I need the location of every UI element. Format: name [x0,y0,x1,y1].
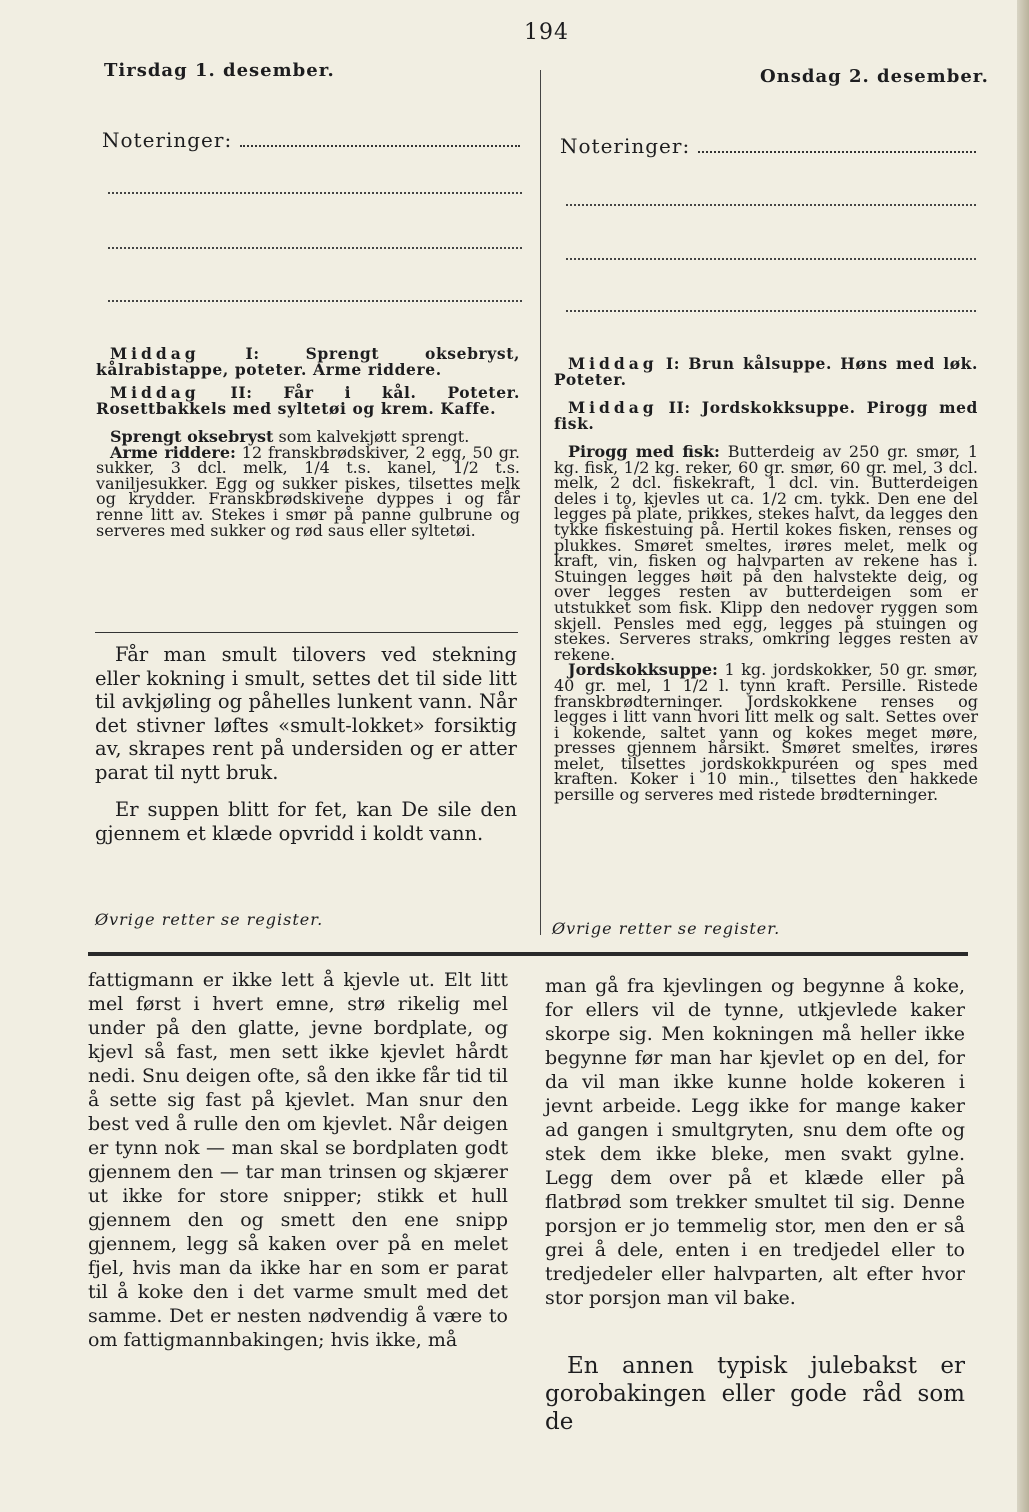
bottom-left-column [88,968,508,1352]
page-number: 194 [524,20,569,45]
section-divider [88,952,968,956]
left-recipe-2: Arme riddere: 12 franskbrødskiver, 2 egg, 50 gr. sukker, 3 dcl. melk, 1/4 t.s. kanel, 1/2 t.s. vaniljesukker. Egg og sukker piskes, tilsettes melk og krydder. Franskbrødskivene dyppes i og får renne litt av. Stekes i smør på panne gulbrune og serveres med sukker og rød saus eller syltetøi. [96,442,520,540]
left-notes-line-2 [108,247,522,249]
tip-soup: Er suppen blitt for fet, kan De sile den gjennem et klæde opvridd i koldt vann. [95,798,517,845]
right-notes-dotline [698,151,976,153]
tip-smult: Får man smult tilovers ved stekning eller kokning i smult, settes det til side litt til avkjøling og påhelles lunkent vann. Når det stivner løftes «smult-lokket» forsiktig av, skrapes rent på undersiden og er atter parat til nytt bruk. [95,643,517,784]
page-edge [1017,0,1029,1512]
left-notes-row [102,128,520,152]
left-menu [96,346,520,538]
left-other-dishes: Øvrige retter se register. [95,910,324,929]
left-notes-label: Noteringer: [102,128,233,152]
bottom-right-text: man gå fra kjevlingen og begynne å koke, for ellers vil de tynne, utkjevlede kaker skorpe sig. Men kokningen må heller ikke begynne før man har kjevlet op en del, for da vil man ikke kunne holde kokeren i jevnt arbeide. Legg ikke for mange kaker ad gangen i smultgryten, snu dem ofte og stek dem ikke bleke, men svakt gylne. Legg dem over på et klæde eller på flatbrød som trekker smultet til sig. Denne porsjon er jo temmelig stor, men den er så grei å dele, enten i en tredjedel eller to tredjedeler eller halvparten, alt efter hvor stor porsjon man vil bake. [545,975,965,1309]
left-middag-2: Middag II: Får i kål. Poteter. Rosettbakkels med syltetøi og krem. Kaffe. [96,383,520,418]
right-notes-line-1 [566,204,976,206]
right-menu [554,356,978,803]
right-notes-line-2 [566,258,976,260]
bottom-right-large-text: En annen typisk julebakst er gorobakingen eller gode råd som de [545,1353,965,1435]
right-day-heading: Onsdag 2. desember. [760,66,989,87]
left-day-heading: Tirsdag 1. desember. [104,60,335,81]
right-other-dishes: Øvrige retter se register. [552,919,781,938]
right-notes-label: Noteringer: [560,134,691,158]
right-notes-row [560,134,976,158]
left-recipe-1: Sprengt oksebryst som kalvekjøtt sprengt. [110,427,470,446]
left-notes-dotline [240,145,520,147]
right-recipe-2: Jordskokksuppe: 1 kg. jordskokker, 50 gr. smør, 40 gr. mel, 1 1/2 l. tynn kraft. Persille. Ristede franskbrødterninger. Jordskokkene renses og legges i litt vann hvori litt melk og salt. Settes over i kokende, saltet vann og kokes meget møre, presses gjennem hårsikt. Smøret smeltes, irøres melet, tilsettes jordskokkpuréen og spes med kraften. Koker i 10 min., tilsettes den hakkede persille og serveres med ristede brødterninger. [554,660,978,805]
right-middag-1: Middag I: Brun kålsuppe. Høns med løk. Poteter. [554,354,978,389]
bottom-left-text: fattigmann er ikke lett å kjevle ut. Elt litt mel først i hvert emne, strø rikelig mel under på den glatte, jevne bordplate, og kjevl så fast, men sett ikke kjevlet hårdt nedi. Snu deigen ofte, så den ikke får tid til å sette sig fast på kjevlet. Man snur den best ved å rulle den om kjevlet. Når deigen er tynn nok — man skal se bordplaten godt gjennem den — tar man trinsen og skjærer ut ikke for store snipper; stikk et hull gjennem den og smett den ene snipp gjennem, legg så kaken over på en melet fjel, hvis man da ikke har en som er parat til å koke den i det varme smult med det samme. Det er nesten nødvendig å være to om fattigmannbakingen; hvis ikke, må [88,969,508,1351]
right-middag-2: Middag II: Jordskokksuppe. Pirogg med fisk. [554,398,978,433]
left-middag-1: Middag I: Sprengt oksebryst, kålrabistappe, poteter. Arme riddere. [96,344,520,379]
bottom-right-column [545,974,965,1310]
column-divider [540,70,541,935]
left-notes-line-1 [108,192,522,194]
right-notes-line-3 [566,310,976,312]
left-tips [95,643,517,845]
right-recipe-1: Pirogg med fisk: Butterdeig av 250 gr. smør, 1 kg. fisk, 1/2 kg. reker, 60 gr. smør, 60 gr. mel, 3 dcl. melk, 2 dcl. fiskekraft, 1 dcl. vin. Butterdeigen deles i to, kjevles ut ca. 1/2 cm. tykk. Den ene del legges på plate, prikkes, stekes halvt, da legges den tykke fiskestuing på. Hertil kokes fisken, renses og plukkes. Smøret smeltes, irøres melet, melk og kraft, vin, fisken og halvparten av rekene has i. Stuingen legges høit på den halvstekte deig, og over legges resten av butterdeigen som er utstukket som fisk. Klipp den nedover ryggen som skjell. Pensles med egg, legges på stuingen og stekes. Serveres straks, omkring legges resten av rekene. [554,442,979,664]
left-notes-line-3 [108,300,522,302]
left-divider [95,632,518,633]
